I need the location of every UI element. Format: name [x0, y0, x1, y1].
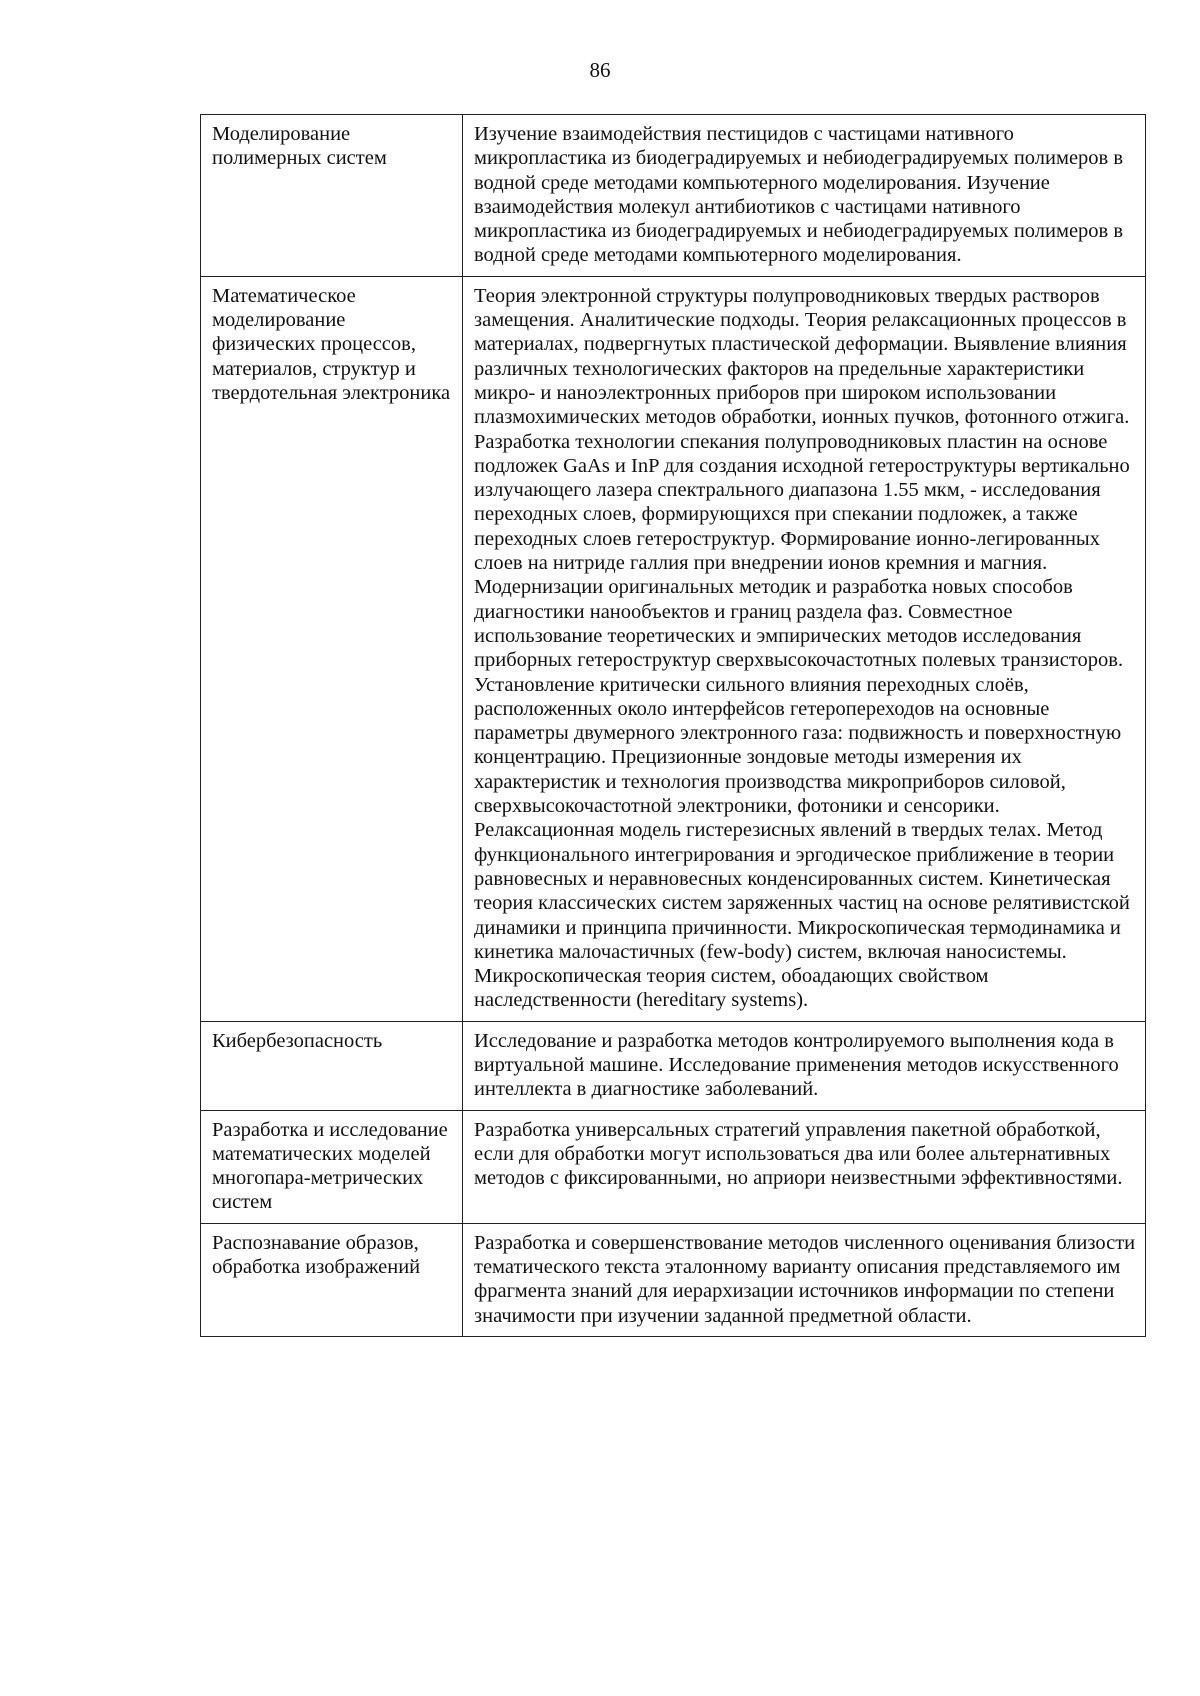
research-description-text: Изучение взаимодействия пестицидов с частицами нативного микропластика из биодеградируемых и небиодеградируемых полимеров в водной среде методами компьютерного моделирования. Изучение взаимодействия молекул антибиотиков с частицами нативного микропластика из биодеградируемых и небиодеградируемых полимеров в водной среде методами компьютерного моделирования. — [474, 123, 1124, 267]
research-area-text: Кибербезопасность — [212, 1029, 383, 1052]
research-description-text: Исследование и разработка методов контролируемого выполнения кода в виртуальной машине. Исследование применения методов искусственного интеллекта в диагностике заболеваний. — [474, 1029, 1119, 1101]
research-area-text: Разработка и исследование математических моделей многопара-метрических систем — [212, 1118, 448, 1214]
research-area-cell — [201, 276, 463, 1021]
research-topics-table — [200, 114, 1146, 1337]
table-row — [201, 1021, 1146, 1110]
research-description-cell — [463, 115, 1146, 277]
research-description-text: Теория электронной структуры полупроводниковых твердых растворов замещения. Аналитические подходы. Теория релаксационных процессов в материалах, подвергнутых пластической деформации. Выявление влияния различных технологических факторов на предельные характеристики микро- и наноэлектронных приборов при широком использовании плазмохимических методов обработки, ионных пучков, фотонного отжига. Разработка технологии спекания полупроводниковых пластин на основе подложек GaAs и InP для создания исходной гетероструктуры вертикально излучающего лазера спектрального диапазона 1.55 мкм, - исследования переходных слоев, формирующихся при спекании подложек, а также переходных слоев гетероструктур. Формирование ионно-легированных слоев на нитриде галлия при внедрении ионов кремния и магния. Модернизации оригинальных методик и разработка новых способов диагностики нанообъектов и границ раздела фаз. Совместное использование теоретических и эмпирических методов исследования приборных гетероструктур сверхвысокочастотных полевых транзисторов. Установление критически сильного влияния переходных слоёв, расположенных около интерфейсов гетеропереходов на основные параметры двумерного электронного газа: подвижность и поверхностную концентрацию. Прецизионные зондовые методы измерения их характеристик и технология производства микроприборов силовой, сверхвысокочастотной электроники, фотоники и сенсорики. Релаксационная модель гистерезисных явлений в твердых телах. Метод функционального интегрирования и эргодическое приближение в теории равновесных и неравновесных конденсированных систем. Кинетическая теория классических систем заряженных частиц на основе релятивистской динамики и принципа причинности. Микроскопическая термодинамика и кинетика малочастичных (few-body) систем, включая наносистемы. Микроскопическая теория систем, обоадающих свойством наследственности (hereditary systems). — [474, 284, 1130, 1012]
table-row — [201, 276, 1146, 1021]
research-area-text: Математическое моделирование физических процессов, материалов, структур и твердотельная электроника — [212, 284, 451, 404]
research-area-text: Моделирование полимерных систем — [212, 123, 387, 170]
research-description-cell — [463, 1110, 1146, 1223]
research-area-cell — [201, 115, 463, 277]
table-row — [201, 115, 1146, 277]
research-description-cell — [463, 276, 1146, 1021]
table-row — [201, 1110, 1146, 1223]
research-description-text: Разработка универсальных стратегий управления пакетной обработкой, если для обработки могут использоваться два или более альтернативных методов с фиксированными, но априори неизвестными эффективностями. — [474, 1118, 1123, 1190]
research-description-cell — [463, 1021, 1146, 1110]
research-description-cell — [463, 1223, 1146, 1336]
page-number: 86 — [589, 58, 611, 82]
research-area-cell — [201, 1110, 463, 1223]
table-row — [201, 1223, 1146, 1336]
research-area-cell — [201, 1021, 463, 1110]
research-area-text: Распознавание образов, обработка изображений — [212, 1231, 421, 1279]
research-description-text: Разработка и совершенствование методов численного оценивания близости тематического текста эталонному варианту описания представляемого им фрагмента знаний для иерархизации источников информации по степени значимости при изучении заданной предметной области. — [474, 1231, 1136, 1327]
research-area-cell — [201, 1223, 463, 1336]
